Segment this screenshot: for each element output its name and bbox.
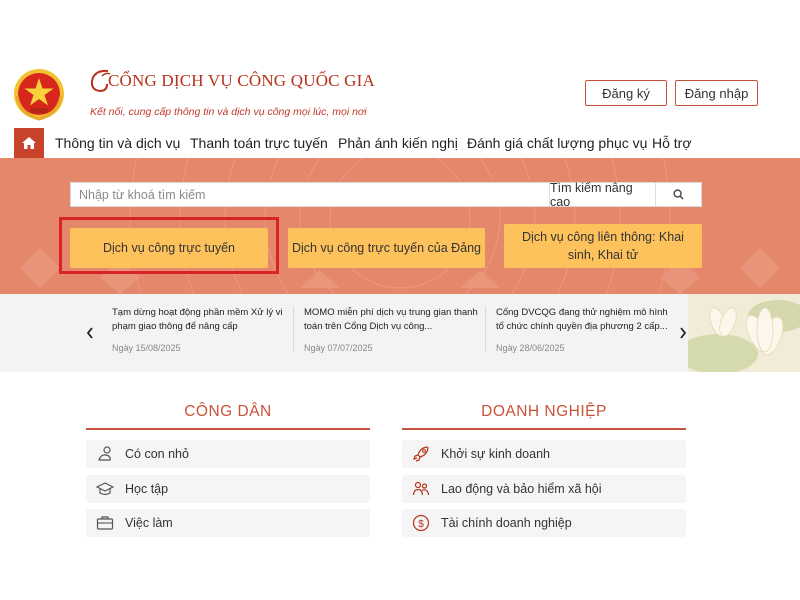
business-item-label: Khởi sự kinh doanh: [441, 447, 550, 461]
news-item-date: Ngày 07/07/2025: [304, 343, 373, 353]
svg-text:$: $: [418, 519, 424, 530]
people-icon: [412, 480, 430, 498]
citizen-item-label: Có con nhỏ: [125, 447, 189, 461]
nav-item-information-services[interactable]: Thông tin và dịch vụ: [55, 135, 181, 151]
nav-item-service-rating[interactable]: Đánh giá chất lượng phục vụ: [467, 135, 648, 151]
rocket-icon: [412, 445, 430, 463]
site-header: [0, 0, 800, 128]
news-item: [112, 306, 287, 362]
citizen-heading: CÔNG DÂN: [184, 403, 272, 420]
citizen-heading-underline: [86, 428, 370, 430]
main-nav: [0, 128, 800, 158]
citizen-item-children[interactable]: [86, 440, 370, 468]
news-item-date: Ngày 15/08/2025: [112, 343, 181, 353]
hero-banner: [0, 158, 800, 294]
chevron-right-icon: [679, 327, 687, 339]
news-item: [304, 306, 479, 362]
site-subtitle: Kết nối, cung cấp thông tin và dịch vụ công mọi lúc, mọi nơi: [90, 106, 367, 118]
money-icon: [412, 514, 430, 532]
graduation-cap-icon: [96, 480, 114, 498]
national-emblem-icon[interactable]: [12, 66, 66, 122]
news-item-title[interactable]: Cổng DVCQG đang thử nghiệm mô hình tổ chức chính quyền địa phương 2 cấp...: [496, 307, 668, 332]
news-carousel: [0, 294, 800, 372]
online-public-services-button[interactable]: Dịch vụ công trực tuyến: [70, 228, 268, 268]
chevron-left-icon: [86, 327, 94, 339]
register-button[interactable]: Đăng ký: [585, 80, 667, 106]
business-item-labor-insurance[interactable]: [402, 475, 686, 503]
login-button[interactable]: Đăng nhập: [675, 80, 758, 106]
nav-item-online-payment[interactable]: Thanh toán trực tuyến: [190, 135, 328, 151]
news-divider: [293, 306, 294, 352]
news-item-date: Ngày 28/06/2025: [496, 343, 565, 353]
news-item-title[interactable]: Tạm dừng hoạt động phần mềm Xử lý vi phạm giao thông để nâng cấp: [112, 307, 283, 332]
baby-icon: [96, 445, 114, 463]
party-online-services-button[interactable]: Dịch vụ công trực tuyến của Đảng: [288, 228, 485, 268]
news-prev-button[interactable]: [82, 323, 98, 343]
advanced-search-button[interactable]: Tìm kiếm nâng cao: [549, 183, 655, 206]
site-title-text: CỔNG DỊCH VỤ CÔNG QUỐC GIA: [108, 71, 375, 90]
news-item-title[interactable]: MOMO miễn phí dịch vụ trung gian thanh toán trên Cổng Dịch vụ công...: [304, 307, 478, 332]
business-item-finance[interactable]: [402, 509, 686, 537]
site-title[interactable]: [90, 71, 375, 91]
news-divider: [485, 306, 486, 352]
business-item-label: Lao động và bảo hiểm xã hội: [441, 482, 602, 496]
search-icon: [673, 189, 684, 200]
nav-item-feedback[interactable]: Phản ánh kiến nghị: [338, 135, 458, 151]
business-item-startup[interactable]: [402, 440, 686, 468]
business-heading: DOANH NGHIỆP: [481, 403, 607, 420]
business-heading-underline: [402, 428, 686, 430]
business-item-label: Tài chính doanh nghiệp: [441, 516, 572, 530]
briefcase-icon: [96, 514, 114, 532]
citizen-item-label: Học tập: [125, 482, 169, 496]
nav-home-button[interactable]: [14, 128, 44, 158]
search-bar: [70, 182, 702, 207]
citizen-item-employment[interactable]: [86, 509, 370, 537]
search-input[interactable]: [71, 183, 549, 206]
birth-death-registration-button[interactable]: Dịch vụ công liên thông: Khai sinh, Khai tử: [504, 224, 702, 268]
lotus-decoration-icon: [688, 294, 800, 372]
dragon-logo-icon: [88, 68, 112, 94]
citizen-item-education[interactable]: [86, 475, 370, 503]
search-button[interactable]: [655, 183, 701, 206]
citizen-item-label: Việc làm: [125, 516, 173, 530]
news-item: [496, 306, 671, 362]
home-icon: [21, 136, 37, 150]
nav-item-support[interactable]: Hỗ trợ: [652, 135, 692, 151]
